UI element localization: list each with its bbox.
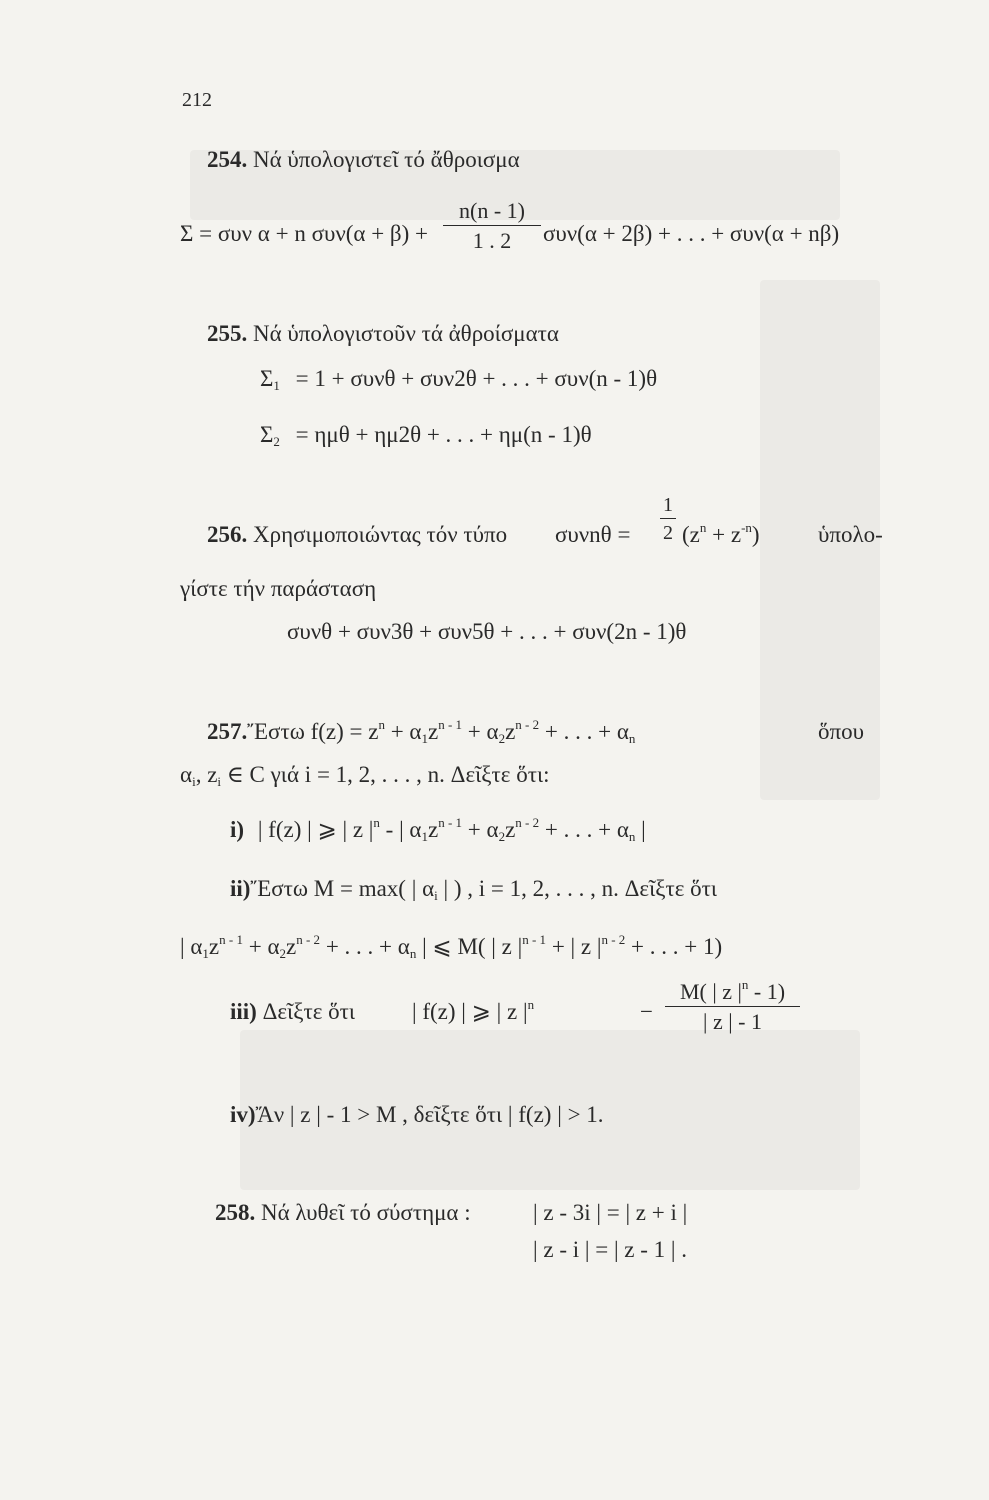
sum-1-line: $\Sigma_1 = 1 + \sigma\upsilon\nu\theta + \sigma\upsilon\nu 2\theta$ + . . . + συν(n - 1)θ [260, 366, 658, 393]
sum-formula-lhs: Σ = συν α + n συν(α + β) + [180, 221, 429, 246]
cos-sum-expression: συνθ + συν3θ + συν5θ + . . . + συν(2n - 1)θ [287, 619, 687, 644]
part-iii-expression: | f(z) | ⩾ | z $|^n$ [412, 997, 535, 1024]
part-ii [230, 876, 718, 903]
part-iv [230, 1103, 604, 1126]
sum-formula-rhs: συν(α + 2β) + . . . + συν(α + nβ) [543, 221, 840, 246]
cos-n-theta-lhs: συνnθ = [555, 522, 631, 547]
problem-255 [207, 322, 559, 345]
fraction-numerator: 1 [663, 494, 673, 516]
problem-258 [215, 1201, 471, 1224]
part-label: ii) [230, 876, 251, 901]
sum-2-line: $\Sigma_2 = \eta\mu\theta + \eta\mu 2\theta$ + . . . + ημ(n - 1)θ [260, 422, 592, 449]
where-word: ὅπου [818, 719, 864, 744]
part-ii-text: Ἔστω M = max( | $\alpha_i$ | ) , i = 1, 2, . . . , n. Δεῖξτε ὅτι [250, 876, 718, 903]
sum-2-expression: = ημθ + ημ2θ + . . . + ημ(n - 1)θ [295, 422, 592, 447]
problem-text: Χρησιμοποιώντας τόν τύπο [253, 522, 508, 547]
problem-256 [207, 523, 507, 546]
problem-256-line-2: γίστε τήν παράσταση [180, 576, 377, 601]
part-label: i) [230, 817, 245, 842]
fraction-denominator: 1 . 2 [472, 228, 512, 253]
problem-number: 256. [207, 522, 248, 547]
part-iii [230, 1000, 355, 1023]
part-iii-text: Δεῖξτε ὅτι [262, 999, 356, 1024]
sum-1-label: Σ [260, 366, 274, 391]
system-equation-2: | z - i | = | z - 1 | . [533, 1237, 688, 1262]
problem-text: Νά ὑπολογιστοῦν τά ἀθροίσματα [253, 321, 559, 346]
system-equation-1: | z - 3i | = | z + i | [533, 1200, 688, 1225]
fraction-numerator: n(n - 1) [459, 198, 525, 223]
hyphenated-word-start: ὑπολο- [818, 522, 883, 547]
part-ii-inequality: | $\alpha_1z^{n - 1} + \alpha_2z^{n - 2}$ + . . . + $\alpha_n$ | ⩽ M( | z $|^{n - 1}$ + | z $|^{n - 2}$ + . . . + 1) [180, 932, 723, 961]
problem-number: 257. [207, 719, 248, 744]
cos-n-theta-rhs: $(z^n + z^{-n})$ [682, 520, 760, 547]
fraction-bound [665, 977, 800, 1034]
sum-2-label: Σ [260, 422, 274, 447]
problem-254 [207, 148, 520, 171]
minus-sign: − [640, 999, 653, 1024]
part-i-inequality: | f(z) | ⩾ | z $|^n$ - | $\alpha_1z^{n - 1} + \alpha_2z^{n - 2}$ + . . . + $\alpha_n$ | [257, 815, 646, 844]
fraction-n-n-1-over-2 [443, 200, 541, 252]
sum-1-expression: = 1 + συνθ + συν2θ + . . . + συν(n - 1)θ [295, 366, 658, 391]
problem-number: 254. [207, 147, 248, 172]
polynomial-definition: Ἔστω $f(z) = z^n + \alpha_1z^{n - 1} + \alpha_2z^{n - 2}$ + . . . + $\alpha_n$ [247, 717, 636, 746]
problem-number: 258. [215, 1200, 256, 1225]
fraction-denominator: | z | - 1 [703, 1009, 762, 1034]
problem-257 [207, 717, 636, 746]
page-number: 212 [182, 89, 212, 111]
fraction-one-half [660, 495, 676, 543]
fraction-numerator: M( | z $|^n - 1$) [679, 977, 786, 1004]
problem-number: 255. [207, 321, 248, 346]
part-iv-text: Ἄν | z | - 1 > M , δεῖξτε ὅτι | f(z) | > 1. [255, 1102, 604, 1127]
fraction-denominator: 2 [663, 522, 673, 544]
part-label: iv) [230, 1102, 256, 1127]
part-i [230, 815, 646, 844]
problem-257-line-2: $\alpha_i$, $z_i$ ∈ C γιά i = 1, 2, . . . , n. Δεῖξτε ὅτι: [180, 762, 550, 789]
problem-text: Νά λυθεῖ τό σύστημα : [261, 1200, 471, 1225]
part-label: iii) [230, 999, 257, 1024]
problem-text: Νά ὑπολογιστεῖ τό ἄθροισμα [253, 147, 520, 172]
